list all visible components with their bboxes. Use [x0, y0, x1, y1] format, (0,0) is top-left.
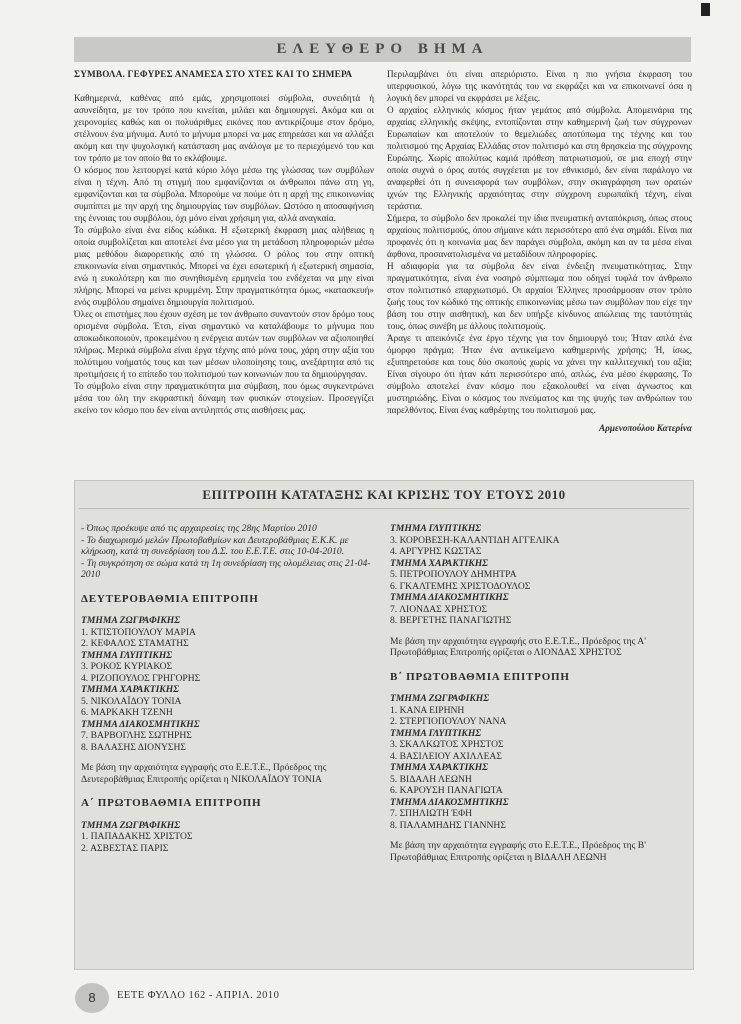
- committee-note: - Τη συγκρότηση σε σώμα κατά τη 1η συνεδρίαση της ολομέλειας στις 21-04-2010: [81, 557, 371, 580]
- section-banner: ΕΛΕΥΘΕΡΟ ΒΗΜΑ: [74, 37, 691, 62]
- committee-divider: [79, 508, 689, 509]
- member-item: 8. ΠΑΛΑΜΗΔΗΣ ΓΙΑΝΝΗΣ: [390, 819, 506, 831]
- member-item: 3. ΣΚΑΛΚΩΤΟΣ ΧΡΗΣΤΟΣ: [390, 739, 504, 750]
- committee-note: - Όπως προέκυψε από τις αρχαιρεσίες της 28ης Μαρτίου 2010: [81, 523, 317, 534]
- member-item: 2. ΑΣΒΕΣΤΑΣ ΠΑΡΙΣ: [81, 842, 169, 854]
- member-item: 6. ΜΑΡΚΑΚΗ ΤΖΕΝΗ: [81, 707, 173, 718]
- president-note: Με βάση την αρχαιότητα εγγραφής στο Ε.Ε.Τ.Ε., Πρόεδρος της Α' Πρωτοβάθμιας Επιτροπής ορίζεται ο ΛΙΟΝΔΑΣ ΧΡΗΣΤΟΣ: [390, 635, 646, 658]
- member-item: 5. ΝΙΚΟΛΑΪΔΟΥ ΤΟΝΙΑ: [81, 695, 182, 707]
- member-item: 3. ΡΟΚΟΣ ΚΥΡΙΑΚΟΣ: [81, 661, 173, 672]
- member-item: 1. ΚΤΙΣΤΟΠΟΥΛΟΥ ΜΑΡΙΑ: [81, 626, 196, 638]
- member-item: 5. ΒΙΔΑΛΗ ΛΕΩΝΗ: [390, 773, 472, 785]
- corner-mark: [701, 3, 710, 16]
- dept-label: ΤΜΗΜΑ ΖΩΓΡΑΦΙΚΗΣ: [81, 615, 181, 626]
- article-paragraph: Όλες οι επιστήμες που έχουν σχέση με τον άνθρωπο συναντούν στον δρόμο τους ορισμένα σύμβολα. Έτσι, είναι σημαντικό να καταλάβουμε το μήνυμα που αποκωδικοποιούν, προκειμένου η ενέργεια αυτών των συμβόλων να αξιοποιηθεί πλήρως. Μερικά σύμβολα είναι έργα τέχνης από μόνα τους, χάρη στην αξία του πολύτιμου νοήματός τους και των μέσων υλοποίησης τους, ανεξάρτητα από τις προτιμήσεις ή το επίπεδο του πολιτισμού των κοινωνιών που τα δημιούργησαν.: [74, 309, 374, 379]
- dept-label: ΤΜΗΜΑ ΧΑΡΑΚΤΙΚΗΣ: [390, 762, 489, 773]
- member-item: 3. ΚΟΡΟΒΕΣΗ-ΚΑΛΑΝΤΙΔΗ ΑΓΓΕΛΙΚΑ: [390, 534, 560, 546]
- first-a-committee-heading: Α΄ ΠΡΩΤΟΒΑΘΜΙΑ ΕΠΙΤΡΟΠΗ: [81, 797, 262, 809]
- member-item: 2. ΣΤΕΡΓΙΟΠΟΥΛΟΥ ΝΑΝΑ: [390, 716, 507, 727]
- dept-label: ΤΜΗΜΑ ΔΙΑΚΟΣΜΗΤΙΚΗΣ: [390, 592, 509, 603]
- first-b-committee-heading: Β΄ ΠΡΩΤΟΒΑΘΜΙΑ ΕΠΙΤΡΟΠΗ: [390, 670, 570, 683]
- member-item: 1. ΠΑΠΑΔΑΚΗΣ ΧΡΙΣΤΟΣ: [81, 831, 193, 842]
- article-paragraph: Ο αρχαίος ελληνικός κόσμος ήταν γεμάτος από σύμβολα. Απομεινάρια της αρχαίας ελληνικής σκέψης, εντοπίζονται στην καθημερινή ζωή των σύγχρονων Ευρωπαίων και αποτελούν το θεμελιώδες αποτύπωμα της τέχνης και του πολιτισμού της Αρχαίας Ελλάδας στον πολιτισμό και στη θρησκεία της σύγχρονης Ευρώπης. Χωρίς απολύτως καμιά πρόθεση πατριωτισμού, σε μια εποχή στην οποία συχνά ο όρος αυτός συγχέεται με τον εθνικισμό, δεν είναι παράλογο να αναφερθεί ότι η συνεισφορά των συμβόλων, στην σκιαγράφηση των ορατών ιχνών της Ελληνικής αρχαιότητας στην σύγχρονη ευρωπαϊκή τέχνη, είναι τεράστια.: [387, 105, 692, 211]
- article-paragraph: Το σύμβολο είναι ένα είδος κώδικα. Η εξωτερική έκφραση μιας αλήθειας η οποία συμβολίζεται και αποτελεί ένα μέσο για τη μετάδοση πληροφοριών μέσω μιας μεθόδου διαφορετικής από τη γλώσσα. Ο ρόλος του στην οπτική επικοινωνία είναι σημαντικός. Μπορεί να έχει εσωτερική ή εξωτερική σημασία, ενώ η ευκολότερη και πιο συνηθισμένη ερμηνεία του ενδέχεται να μην είναι πλήρης. Μπορεί να μείνει κρυμμένη. Στην πραγματικότητα όμως, «κατασκευή» ενός συμβόλου σημαίνει δημιουργία πολιτισμού.: [74, 225, 374, 307]
- dept-label: ΤΜΗΜΑ ΧΑΡΑΚΤΙΚΗΣ: [390, 557, 489, 569]
- member-item: 4. ΒΑΣΙΛΕΙΟΥ ΑΧΙΛΛΕΑΣ: [390, 750, 502, 762]
- committee-note: - Το διαχωρισμό μελών Πρωτοβαθμίων και Δευτεροβάθμιας Ε.Κ.Κ. με κλήρωση, κατά τη συνεδρίαση του Δ.Σ. του Ε.Ε.Τ.Ε. στις 10-04-2010.: [81, 534, 349, 557]
- secondary-committee-heading: ΔΕΥΤΕΡΟΒΑΘΜΙΑ ΕΠΙΤΡΟΠΗ: [81, 592, 259, 605]
- article-paragraph: Το σύμβολο είναι στην πραγματικότητα μια σύμβαση, που όμως συγκεντρώνει μέσα του όλη την εκφραστική δύναμη των φυσικών στοιχείων. Προσεγγίζει εκείνο τον κόσμο που δεν είναι αντιληπτός στις αισθήσεις μας.: [74, 381, 374, 415]
- president-note: Με βάση την αρχαιότητα εγγραφής στο Ε.Ε.Τ.Ε., Πρόεδρος της Β' Πρωτοβάθμιας Επιτροπής ορίζεται η ΒΙΔΑΛΗ ΛΕΩΝΗ: [390, 840, 646, 863]
- dept-label: ΤΜΗΜΑ ΖΩΓΡΑΦΙΚΗΣ: [390, 693, 490, 704]
- member-item: 6. ΚΑΡΟΥΣΗ ΠΑΝΑΓΙΩΤΑ: [390, 785, 503, 796]
- member-item: 8. ΒΕΡΓΕΤΗΣ ΠΑΝΑΓΙΩΤΗΣ: [390, 615, 512, 626]
- article-paragraph: Ο κόσμος που λειτουργεί κατά κύριο λόγο μέσω της γλώσσας των συμβόλων είναι η τέχνη. Από τη στιγμή που εμφανίζονται οι άνθρωποι πάνω στη γη, εμφανίζονται και τα σύμβολα. Μπορούμε να πούμε ότι η αρχή της επικοινωνίας συμπίπτει με την αρχή της δημιουργίας των συμβόλων. Ωστόσο η αποσαφήνιση της έννοιας του συμβόλου, όχι μόνο είναι χρήσιμη για, αλλά αναγκαία.: [74, 165, 374, 223]
- committee-box: [74, 480, 694, 970]
- member-item: 4. ΡΙΖΟΠΟΥΛΟΣ ΓΡΗΓΟΡΗΣ: [81, 672, 201, 684]
- member-item: 4. ΑΡΓΥΡΗΣ ΚΩΣΤΑΣ: [390, 546, 482, 557]
- article-paragraph: Σήμερα, το σύμβολο δεν προκαλεί την ίδια πνευματική ανταπόκριση, όπως στους αρχαίους πολιτισμούς, όπου σήμαινε κάτι περισσότερο από ένα σημάδι. Είναι πια προφανές ότι η κοινωνία μας δεν παράγει σύμβολα, ακόμη και αν τα μέσα είναι άφθονα, προσανατολισμένα να μεταδίδουν πληροφορίες.: [387, 213, 692, 259]
- issue-label: ΕΕΤΕ ΦΥΛΛΟ 162 - ΑΠΡΙΛ. 2010: [117, 990, 280, 1001]
- member-item: 2. ΚΕΦΑΛΟΣ ΣΤΑΜΑΤΗΣ: [81, 638, 189, 649]
- article-paragraph: Η αδιαφορία για τα σύμβολα δεν είναι ένδειξη πνευματικότητας. Στην πραγματικότητα, είναι ένα νοσηρό σύμπτωμα που οδηγεί τυφλά τον άνθρωπο στον πολιτιστικό επαρχιωτισμό. Οι αρχαίοι Έλληνες προσάρμοσαν στον τρόπο ζωής τους τον κώδικό της οπτικής επικοινωνίας μέσω των συμβόλων που είχε την βάση του στην αισθητική, και δεν υπήρξε κίνδυνος απώλειας της ταυτότητάς τους, όπως συνέβη με άλλους πολιτισμούς.: [387, 261, 692, 331]
- member-item: 5. ΠΕΤΡΟΠΟΥΛΟΥ ΔΗΜΗΤΡΑ: [390, 569, 517, 580]
- member-item: 6. ΓΚΑΛΤΕΜΗΣ ΧΡΙΣΤΟΔΟΥΛΟΣ: [390, 580, 531, 592]
- dept-label: ΤΜΗΜΑ ΓΛΥΠΤΙΚΗΣ: [390, 523, 482, 534]
- article-left-column: [74, 68, 374, 416]
- dept-label: ΤΜΗΜΑ ΧΑΡΑΚΤΙΚΗΣ: [81, 684, 180, 695]
- dept-label: ΤΜΗΜΑ ΖΩΓΡΑΦΙΚΗΣ: [81, 819, 181, 831]
- article-title: ΣΥΜΒΟΛΑ. ΓΕΦΥΡΕΣ ΑΝΑΜΕΣΑ ΣΤΟ ΧΤΕΣ ΚΑΙ ΤΟ ΣΗΜΕΡΑ: [74, 69, 353, 79]
- article-paragraph: Περιλαμβάνει ότι είναι απεριόριστο. Είναι η πιο γνήσια έκφραση του υπερφυσικού, λόγω της ικανότητάς του να εκφράζει και να επικοινωνεί όσα η λογική δεν μπορεί να εκφράσει με λέξεις.: [387, 69, 692, 103]
- dept-label: ΤΜΗΜΑ ΓΛΥΠΤΙΚΗΣ: [81, 649, 173, 661]
- president-note: Με βάση την αρχαιότητα εγγραφής στο Ε.Ε.Τ.Ε., Πρόεδρος της Δευτεροβάθμιας Επιτροπής ορίζεται η ΝΙΚΟΛΑΪΔΟΥ ΤΟΝΙΑ: [81, 762, 327, 785]
- article-author: Αρμενοπούλου Κατερίνα: [599, 423, 692, 433]
- dept-label: ΤΜΗΜΑ ΓΛΥΠΤΙΚΗΣ: [390, 727, 482, 739]
- page-number: 8: [75, 983, 109, 1013]
- committee-title: ΕΠΙΤΡΟΠΗ ΚΑΤΑΤΑΞΗΣ ΚΑΙ ΚΡΙΣΗΣ ΤΟΥ ΕΤΟΥΣ 2010: [202, 487, 566, 502]
- committee-left-column: [81, 523, 375, 854]
- dept-label: ΤΜΗΜΑ ΔΙΑΚΟΣΜΗΤΙΚΗΣ: [81, 718, 200, 730]
- member-item: 7. ΒΑΡΒΟΓΛΗΣ ΣΩΤΗΡΗΣ: [81, 730, 192, 741]
- member-item: 1. ΚΑΝΑ ΕΙΡΗΝΗ: [390, 704, 465, 716]
- committee-right-column: [390, 523, 686, 872]
- dept-label: ΤΜΗΜΑ ΔΙΑΚΟΣΜΗΤΙΚΗΣ: [390, 796, 509, 808]
- article-paragraph: Καθημερινά, καθένας από εμάς, χρησιμοποιεί σύμβολα, συνειδητά ή ασυνείδητα, με τον τρόπο που κινείται, μιλάει και δημιουργεί. Ακόμα και οι χειρονομίες καθώς και οι πολυάριθμες εικόνες που αντικρίζουμε στον δρόμο, στέλνουν ένα μήνυμα. Αυτό το μήνυμα μπορεί να μας επηρεάσει και να αλλάξει ακόμη και την ψυχολογική κατάσταση μας ανάλογα με το περιεχόμενό του και τον τρόπο με τον οποίο θα το εκλάβουμε.: [74, 93, 374, 163]
- member-item: 7. ΣΠΗΛΙΩΤΗ ΈΦΗ: [390, 808, 473, 819]
- member-item: 8. ΒΑΛΑΣΗΣ ΔΙΟΝΥΣΗΣ: [81, 741, 187, 753]
- article-right-column: [387, 68, 692, 434]
- member-item: 7. ΛΙΟΝΔΑΣ ΧΡΗΣΤΟΣ: [390, 603, 488, 615]
- article-paragraph: Άραγε τι απεικόνιζε ένα έργο τέχνης για τον δημιουργό του; Ήταν απλά ένα όμορφο πράγμα; Ήταν ένα αντικείμενο καθημερινής χρήσης; Ή, ίσως, εξυπηρετούσε και τους δύο σκοπούς χωρίς να χάνει την καλλιτεχνική του αξία; Είναι σίγουρο ότι ήταν κάτι περισσότερο από, απλώς, ένα μέσο έκφρασης. Το σύμβολο αποτελεί έναν κόσμο που εξακολουθεί να είναι άγνωστος και μυστηριώδης. Είναι ο κόσμος του πνεύματος και της ψυχής των ανθρώπων του παρελθόντος. Είναι ένας καθρέφτης του πολιτισμού μας.: [387, 333, 692, 415]
